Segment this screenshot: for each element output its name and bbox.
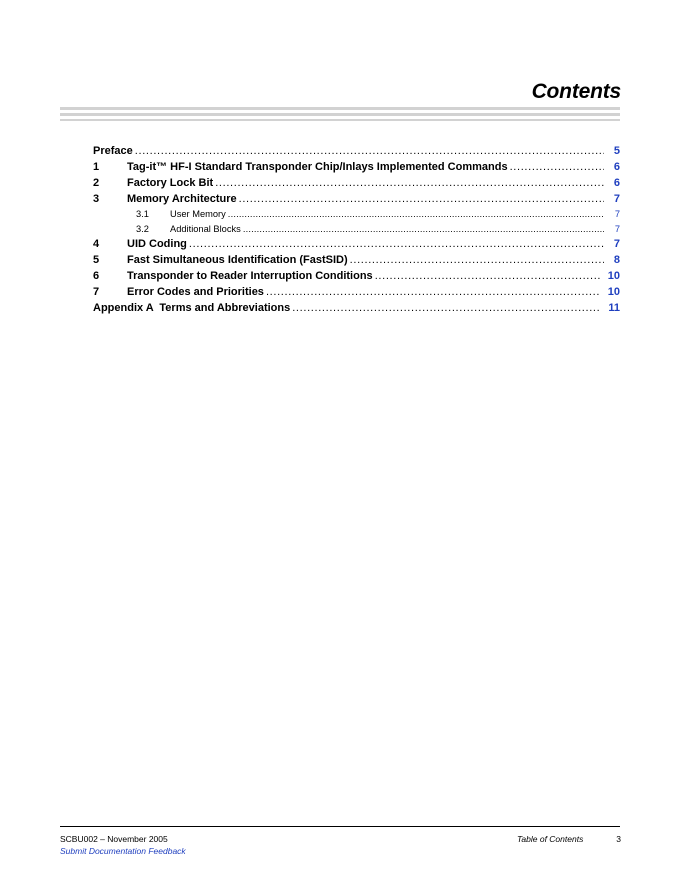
- toc-entry-number: 6: [93, 270, 100, 282]
- toc-entry-number: 1: [93, 161, 100, 173]
- toc-leader-dots: [228, 209, 604, 219]
- toc-page-link[interactable]: 7: [614, 223, 620, 234]
- toc-leader-dots: [375, 270, 600, 282]
- toc-leader-dots: [292, 302, 600, 314]
- toc-page-link[interactable]: 10: [607, 270, 620, 282]
- toc-leader-dots: [350, 254, 604, 266]
- toc-entry-2[interactable]: [93, 177, 620, 193]
- toc-entry-title[interactable]: Transponder to Reader Interruption Conditions: [127, 270, 373, 282]
- toc-page-link[interactable]: 8: [613, 254, 620, 266]
- toc-entry-1[interactable]: [93, 161, 620, 177]
- toc-leader-dots: [135, 145, 604, 157]
- toc-entry-title[interactable]: Memory Architecture: [127, 193, 237, 205]
- table-of-contents: [93, 145, 620, 318]
- toc-page-link[interactable]: 7: [614, 209, 620, 219]
- toc-entry-number: 3: [93, 193, 100, 205]
- toc-page-link[interactable]: 6: [613, 177, 620, 189]
- toc-entry-3[interactable]: [93, 193, 620, 209]
- toc-entry-title[interactable]: Factory Lock Bit: [127, 177, 214, 189]
- toc-page-link[interactable]: 5: [613, 145, 620, 157]
- toc-entry-number: 5: [93, 254, 100, 266]
- toc-page-link[interactable]: 7: [613, 193, 620, 205]
- toc-entry-number: 7: [93, 286, 100, 298]
- toc-page-link[interactable]: 6: [613, 161, 620, 173]
- page-title: Contents: [531, 80, 621, 103]
- toc-entry-3-1[interactable]: [136, 209, 620, 224]
- toc-entry-title[interactable]: Error Codes and Priorities: [127, 286, 264, 298]
- toc-entry-number: 4: [93, 238, 100, 250]
- footer-document-id: SCBU002 – November 2005: [60, 834, 168, 844]
- toc-entry-preface[interactable]: [93, 145, 620, 161]
- toc-entry-title[interactable]: User Memory: [170, 209, 226, 219]
- toc-entry-title[interactable]: Appendix A Terms and Abbreviations: [93, 302, 291, 314]
- toc-leader-dots: [215, 177, 604, 189]
- toc-entry-4[interactable]: [93, 238, 620, 254]
- toc-entry-6[interactable]: [93, 270, 620, 286]
- toc-entry-title[interactable]: Tag-it™ HF-I Standard Transponder Chip/Inlays Implemented Commands: [127, 161, 508, 173]
- toc-entry-title[interactable]: UID Coding: [127, 238, 187, 250]
- toc-entry-appendix-a[interactable]: [93, 302, 620, 318]
- footer-page-number: 3: [616, 834, 621, 844]
- toc-entry-3-2[interactable]: [136, 224, 620, 239]
- toc-entry-number: 3.1: [136, 209, 149, 219]
- toc-entry-number: 2: [93, 177, 100, 189]
- toc-leader-dots: [243, 224, 604, 234]
- submit-feedback-link[interactable]: Submit Documentation Feedback: [60, 846, 186, 856]
- toc-leader-dots: [510, 161, 604, 173]
- toc-entry-title[interactable]: Preface: [93, 145, 133, 157]
- toc-leader-dots: [266, 286, 600, 298]
- toc-entry-7[interactable]: [93, 286, 620, 302]
- footer-rule: [60, 826, 620, 827]
- toc-entry-title[interactable]: Fast Simultaneous Identification (FastSID): [127, 254, 348, 266]
- toc-page-link[interactable]: 7: [613, 238, 620, 250]
- toc-entry-5[interactable]: [93, 254, 620, 270]
- toc-leader-dots: [239, 193, 604, 205]
- header-rules: [60, 107, 620, 124]
- toc-entry-number: 3.2: [136, 223, 149, 234]
- footer-section-name: Table of Contents: [517, 834, 584, 844]
- toc-page-link[interactable]: 10: [607, 286, 620, 298]
- toc-entry-title[interactable]: Additional Blocks: [170, 223, 241, 234]
- toc-page-link[interactable]: 11: [608, 302, 620, 314]
- toc-leader-dots: [189, 238, 604, 250]
